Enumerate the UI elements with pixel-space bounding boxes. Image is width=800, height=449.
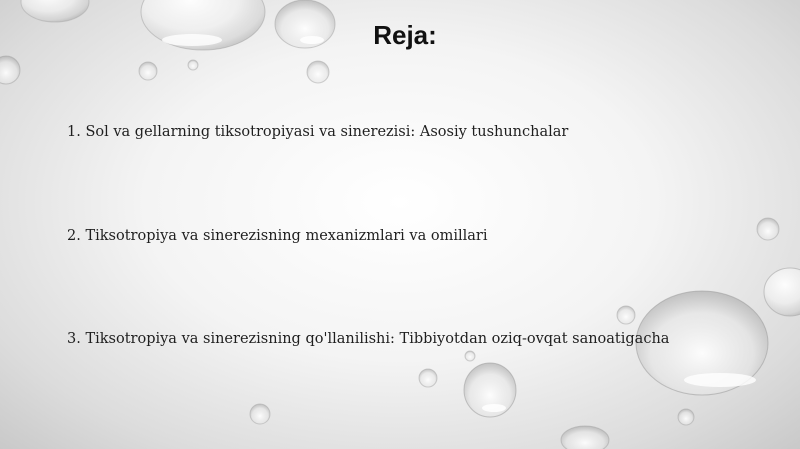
water-drop xyxy=(757,218,779,240)
water-drop xyxy=(188,60,198,70)
agenda-item-2: 2. Tiksotropiya va sinerezisning mexanizmlari va omillari xyxy=(67,228,488,244)
water-drop xyxy=(250,404,270,424)
water-drop xyxy=(464,363,516,417)
agenda-item-1: 1. Sol va gellarning tiksotropiyasi va sinerezisi: Asosiy tushunchalar xyxy=(67,124,569,140)
water-drop xyxy=(21,0,89,22)
water-drop xyxy=(307,61,329,83)
water-drop xyxy=(465,351,475,361)
agenda-item-3: 3. Tiksotropiya va sinerezisning qo'llanilishi: Tibbiyotdan oziq-ovqat sanoatigacha xyxy=(67,331,670,347)
water-drop xyxy=(617,306,635,324)
slide-title: Reja: xyxy=(373,20,437,50)
water-drop xyxy=(561,426,609,449)
water-drop xyxy=(678,409,694,425)
water-drop xyxy=(0,56,20,84)
water-drop xyxy=(764,268,800,316)
water-drop xyxy=(139,62,157,80)
water-drop xyxy=(419,369,437,387)
